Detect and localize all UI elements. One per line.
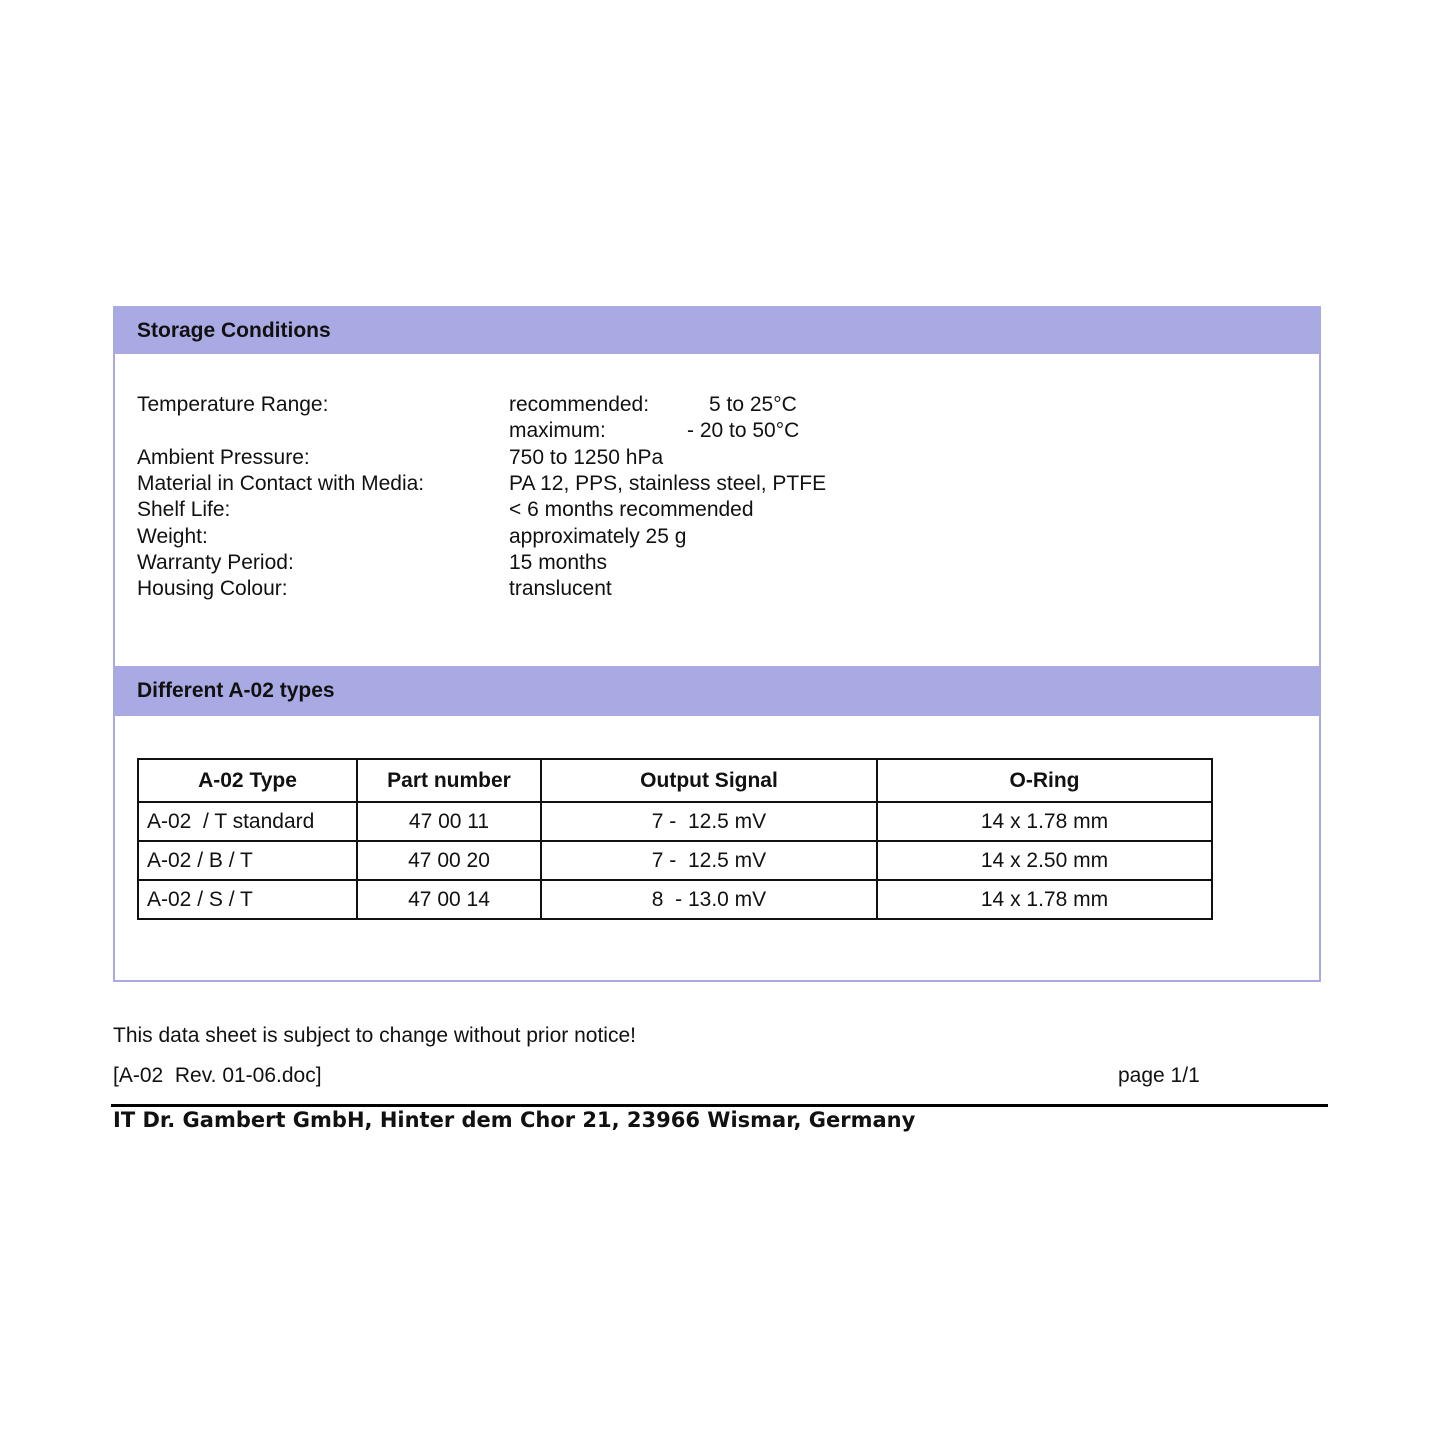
- temperature-maximum-label: maximum:: [509, 419, 606, 442]
- storage-conditions-title: Storage Conditions: [137, 319, 331, 342]
- part-number-cell: 47 00 11: [357, 802, 541, 841]
- o-ring-cell: 14 x 2.50 mm: [877, 841, 1212, 880]
- ambient-pressure-value: 750 to 1250 hPa: [509, 446, 664, 469]
- housing-colour-value: translucent: [509, 577, 612, 600]
- table-row: [138, 880, 1212, 919]
- temperature-maximum-value: - 20 to 50°C: [687, 419, 800, 442]
- table-header-row: [138, 759, 1212, 802]
- warranty-period-label: Warranty Period:: [137, 551, 294, 574]
- output-signal-cell: 7 - 12.5 mV: [541, 841, 877, 880]
- o-ring-cell: 14 x 1.78 mm: [877, 802, 1212, 841]
- types-title: Different A-02 types: [137, 679, 335, 702]
- storage-conditions-header: [115, 308, 1319, 354]
- output-signal-cell: 7 - 12.5 mV: [541, 802, 877, 841]
- document-reference: [A-02 Rev. 01-06.doc]: [113, 1064, 322, 1087]
- output-signal-cell: 8 - 13.0 mV: [541, 880, 877, 919]
- change-notice: This data sheet is subject to change without prior notice!: [113, 1024, 636, 1047]
- column-header-part-number: Part number: [357, 759, 541, 802]
- shelf-life-value: < 6 months recommended: [509, 498, 754, 521]
- page-number: page 1/1: [1118, 1064, 1200, 1087]
- column-header-o-ring: O-Ring: [877, 759, 1212, 802]
- o-ring-cell: 14 x 1.78 mm: [877, 880, 1212, 919]
- datasheet-panel: [113, 306, 1321, 982]
- warranty-period-value: 15 months: [509, 551, 608, 574]
- temperature-recommended-value: 5 to 25°C: [709, 393, 797, 416]
- housing-colour-label: Housing Colour:: [137, 577, 288, 600]
- types-header: [115, 666, 1319, 716]
- temperature-range-label: Temperature Range:: [137, 393, 329, 416]
- ambient-pressure-label: Ambient Pressure:: [137, 446, 310, 469]
- part-number-cell: 47 00 14: [357, 880, 541, 919]
- table-row: [138, 802, 1212, 841]
- type-cell: A-02 / T standard: [138, 802, 357, 841]
- footer-divider: [111, 1104, 1328, 1107]
- temperature-recommended-label: recommended:: [509, 393, 650, 416]
- table-row: [138, 841, 1212, 880]
- part-number-cell: 47 00 20: [357, 841, 541, 880]
- types-table: [137, 758, 1213, 920]
- weight-label: Weight:: [137, 525, 208, 548]
- type-cell: A-02 / B / T: [138, 841, 357, 880]
- company-address: IT Dr. Gambert GmbH, Hinter dem Chor 21, 23966 Wismar, Germany: [113, 1108, 916, 1132]
- column-header-output-signal: Output Signal: [541, 759, 877, 802]
- weight-value: approximately 25 g: [509, 525, 687, 548]
- shelf-life-label: Shelf Life:: [137, 498, 231, 521]
- type-cell: A-02 / S / T: [138, 880, 357, 919]
- column-header-type: A-02 Type: [138, 759, 357, 802]
- material-label: Material in Contact with Media:: [137, 472, 425, 495]
- material-value: PA 12, PPS, stainless steel, PTFE: [509, 472, 827, 495]
